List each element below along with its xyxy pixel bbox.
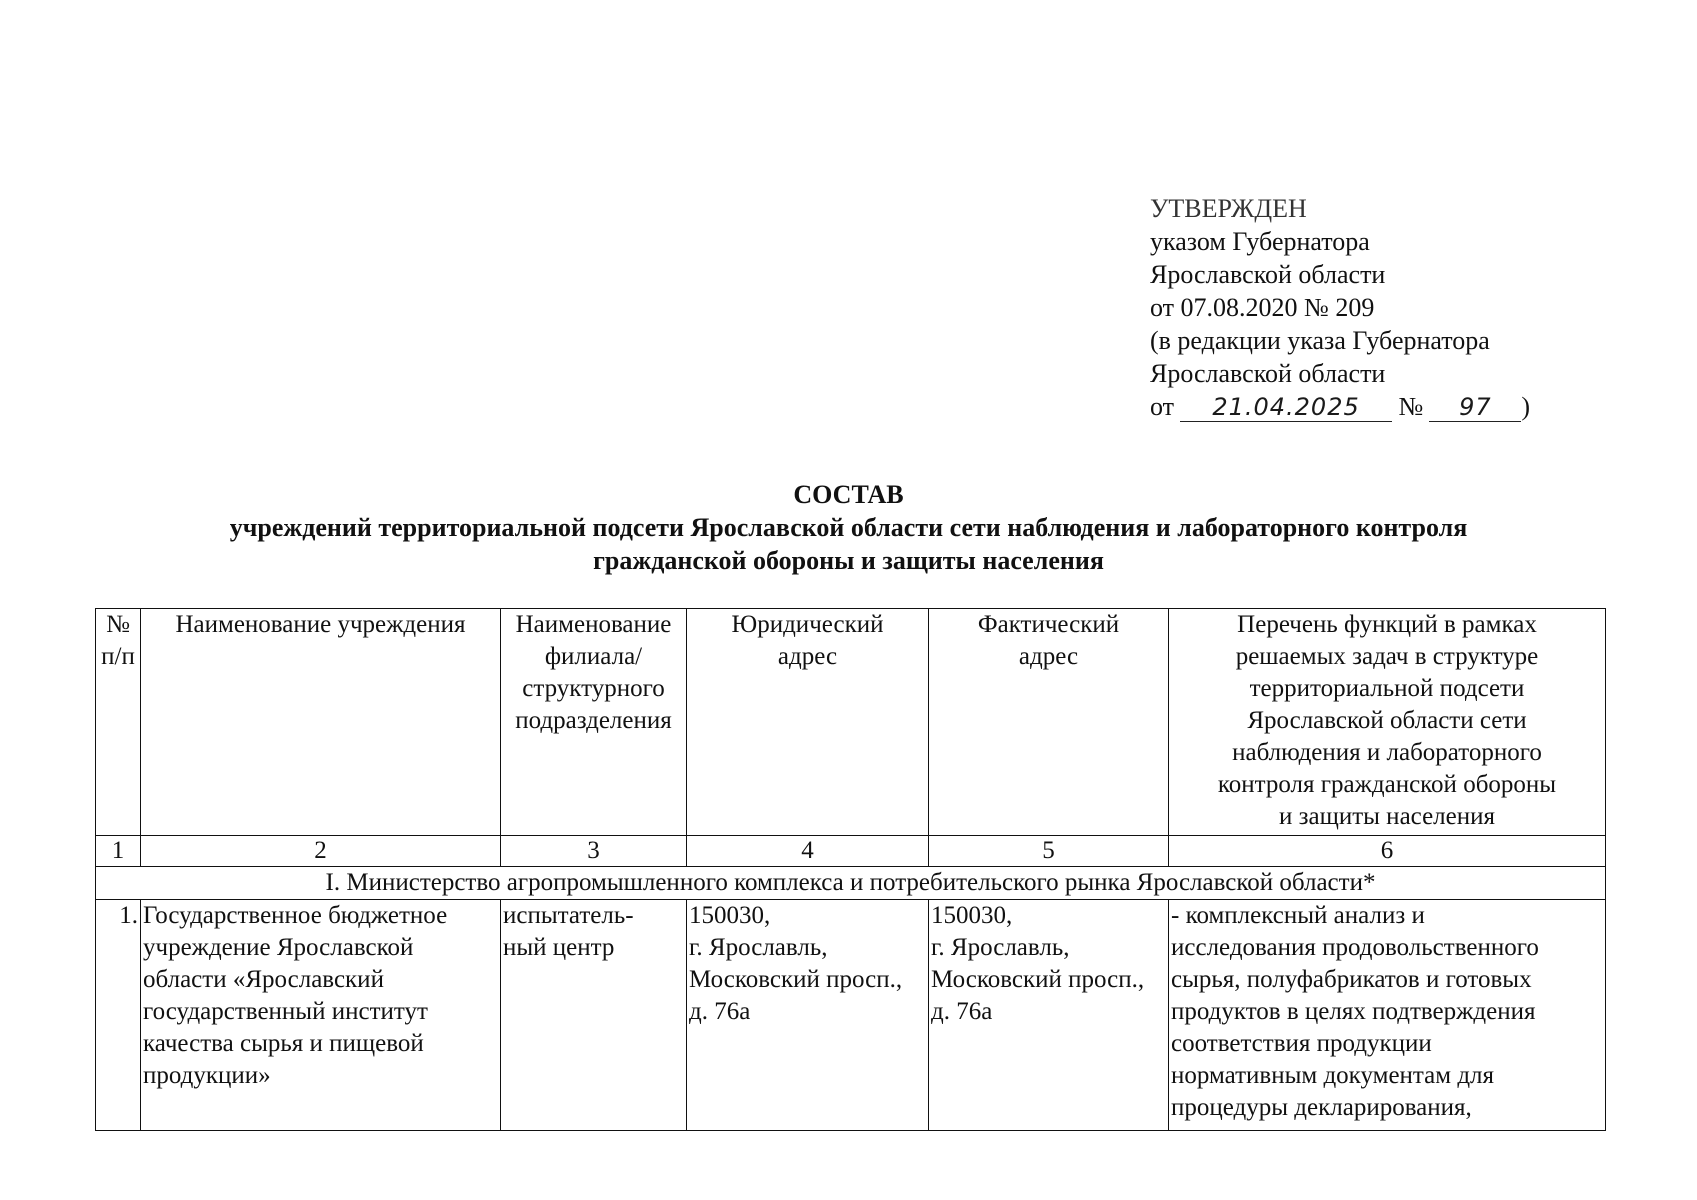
cell-lines — [503, 900, 684, 964]
title-subtitle-line: учреждений территориальной подсети Ярославской области сети наблюдения и лабораторного контроля — [229, 513, 1468, 542]
header-lines — [931, 609, 1166, 673]
header-cell-number — [96, 609, 141, 836]
text-line: процедуры декларирования, — [1171, 1094, 1472, 1121]
text-line: продуктов в целях подтверждения — [1171, 998, 1536, 1025]
text-line: филиала/ — [544, 643, 643, 670]
text-line: решаемых задач в структуре — [1235, 643, 1539, 670]
column-number: 1 — [96, 836, 141, 867]
text-line: Перечень функций в рамках — [1237, 611, 1537, 638]
text-line: Юридический — [731, 611, 884, 638]
text-line: структурного — [522, 675, 665, 702]
header-lines — [143, 609, 498, 641]
column-number: 4 — [687, 836, 929, 867]
handwritten-date: 21.04.2025 — [1180, 393, 1392, 422]
column-number: 2 — [141, 836, 501, 867]
header-lines — [689, 609, 926, 673]
text-line: учреждение Ярославской — [143, 934, 414, 961]
header-lines — [98, 609, 138, 673]
text-line: исследования продовольственного — [1171, 934, 1539, 961]
text-line: Ярославской области сети — [1247, 707, 1527, 734]
from-label: от — [1150, 392, 1175, 421]
text-line: - комплексный анализ и — [1171, 902, 1425, 929]
text-line: д. 76а — [931, 998, 993, 1025]
row-branch — [501, 900, 687, 1131]
text-line: наблюдения и лабораторного — [1232, 739, 1542, 766]
text-line: испытатель- — [503, 902, 634, 929]
column-number: 6 — [1169, 836, 1606, 867]
row-legal-address — [687, 900, 929, 1131]
section-title: I. Министерство агропромышленного комплекса и потребительского рынка Ярославской области* — [96, 867, 1606, 900]
handwritten-number: 97 — [1429, 393, 1521, 422]
text-line: Наименование — [515, 611, 672, 638]
row-functions — [1169, 900, 1606, 1131]
text-line: сырья, полуфабрикатов и готовых — [1171, 966, 1532, 993]
text-line: Наименование учреждения — [175, 611, 466, 638]
text-line: г. Ярославль, — [689, 934, 828, 961]
row-actual-address — [929, 900, 1169, 1131]
column-number-row — [96, 836, 1606, 867]
header-lines — [503, 609, 684, 737]
text-line: адрес — [1018, 643, 1079, 670]
header-cell-functions — [1169, 609, 1606, 836]
header-cell-legal-address — [687, 609, 929, 836]
title-subtitle-line: гражданской обороны и защиты населения — [593, 546, 1104, 575]
document-title — [0, 478, 1697, 577]
close-paren: ) — [1521, 392, 1531, 421]
cell-lines — [1171, 900, 1603, 1124]
text-line: п/п — [101, 643, 135, 670]
text-line: 150030, — [689, 902, 771, 929]
text-line: Московский просп., — [931, 966, 1145, 993]
text-line: г. Ярославль, — [931, 934, 1070, 961]
row-number: 1. — [96, 900, 141, 1131]
approval-line: Ярославской области — [1150, 260, 1386, 289]
text-line: области «Ярославский — [143, 966, 384, 993]
column-number: 5 — [929, 836, 1169, 867]
text-line: контроля гражданской обороны — [1217, 771, 1557, 798]
title-heading: СОСТАВ — [793, 480, 904, 509]
text-line: Фактический — [977, 611, 1120, 638]
approval-line: указом Губернатора — [1150, 227, 1370, 256]
text-line: государственный институт — [143, 998, 428, 1025]
header-cell-branch — [501, 609, 687, 836]
text-line: качества сырья и пищевой — [143, 1030, 424, 1057]
header-cell-name — [141, 609, 501, 836]
text-line: Государственное бюджетное — [143, 902, 448, 929]
text-line: д. 76а — [689, 998, 751, 1025]
institutions-table — [95, 608, 1606, 1131]
approval-stamp — [1150, 192, 1530, 423]
section-row — [96, 867, 1606, 900]
text-line: территориальной подсети — [1249, 675, 1525, 702]
text-line: подразделения — [515, 707, 672, 734]
approval-date-line — [1150, 390, 1530, 423]
text-line: ный центр — [503, 934, 615, 961]
cell-lines — [689, 900, 926, 1028]
header-cell-actual-address — [929, 609, 1169, 836]
text-line: 150030, — [931, 902, 1013, 929]
approval-line: (в редакции указа Губернатора — [1150, 326, 1490, 355]
text-line: Московский просп., — [689, 966, 903, 993]
header-lines — [1171, 609, 1603, 833]
cell-lines — [143, 900, 498, 1092]
cell-lines — [931, 900, 1166, 1028]
table-header-row — [96, 609, 1606, 836]
approval-line: от 07.08.2020 № 209 — [1150, 293, 1375, 322]
text-line: и защиты населения — [1278, 803, 1495, 830]
text-line: соответствия продукции — [1171, 1030, 1432, 1057]
text-line: адрес — [777, 643, 838, 670]
table-row — [96, 900, 1606, 1131]
text-line: № — [106, 611, 130, 638]
approval-line: УТВЕРЖДЕН — [1150, 194, 1307, 223]
number-label: № — [1398, 392, 1424, 421]
approval-line: Ярославской области — [1150, 359, 1386, 388]
row-name — [141, 900, 501, 1131]
text-line: продукции» — [143, 1062, 271, 1089]
text-line: нормативным документам для — [1171, 1062, 1495, 1089]
column-number: 3 — [501, 836, 687, 867]
